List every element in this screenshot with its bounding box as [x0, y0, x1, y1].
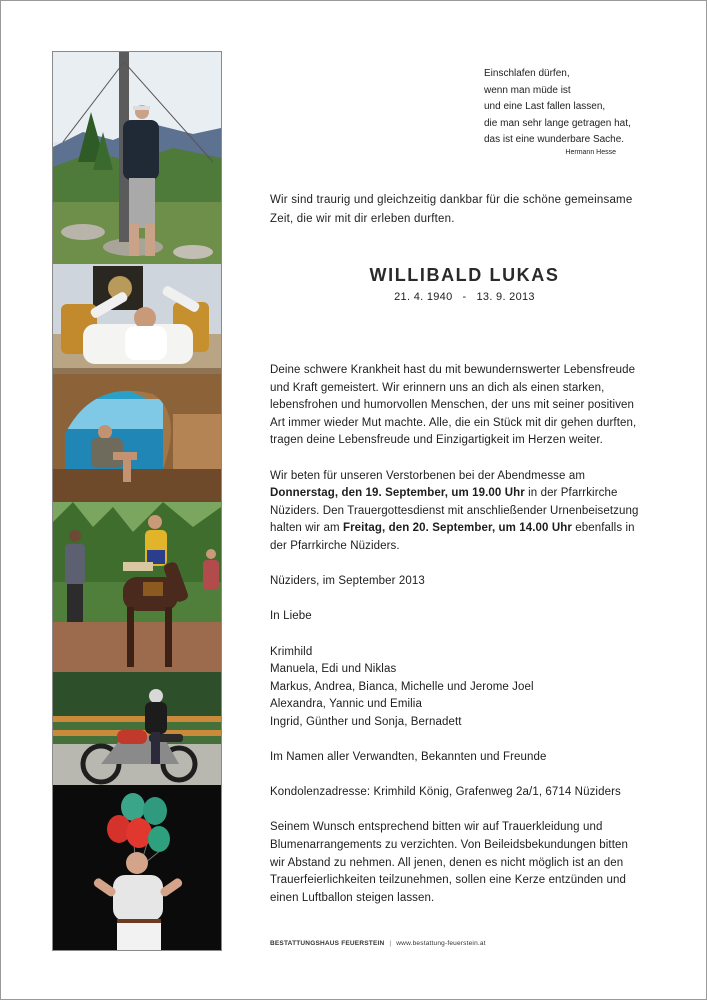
photo-horse-ride: [53, 502, 221, 672]
photo-balloons: [53, 785, 221, 950]
family-member: Markus, Andrea, Bianca, Michelle und Jerome Joel: [270, 680, 534, 693]
service-line: der Pfarrkirche Nüziders.: [270, 539, 400, 552]
footer-brand: BESTATTUNGSHAUS FEUERSTEIN: [270, 940, 385, 947]
intro-text: [270, 191, 670, 229]
family-member: Manuela, Edi und Niklas: [270, 663, 397, 676]
quote-line: und eine Last fallen lassen,: [484, 101, 606, 112]
quote-line: Einschlafen dürfen,: [484, 68, 570, 79]
date-separator: -: [462, 291, 467, 303]
quote-line: das ist eine wunderbare Sache.: [484, 134, 625, 145]
tribute-line: und Kraft gemeistert. Wir erinnern uns an dich als einen starken,: [270, 381, 605, 394]
tribute-line: Art immer wieder Mut machte. Alle, die ein Stück mit dir gehen durften,: [270, 416, 637, 429]
life-dates: [270, 291, 659, 303]
birth-date: 21. 4. 1940: [394, 291, 453, 303]
photo-bed: [53, 264, 221, 374]
deceased-name: WILLIBALD LUKAS: [369, 265, 560, 285]
tribute-line: Deine schwere Krankheit hast du mit bewundernswerter Lebensfreude: [270, 364, 636, 376]
condolence-address: Kondolenzadresse: Krimhild König, Grafenweg 2a/1, 6714 Nüziders: [270, 786, 621, 799]
mass-date: Donnerstag, den 19. September, um 19.00 Uhr: [270, 487, 525, 500]
photo-summit: [53, 52, 221, 264]
in-love: In Liebe: [270, 610, 312, 623]
footer-url: www.bestattung-feuerstein.at: [396, 940, 486, 947]
tribute-line: tragen deine Lebensfreude und Einzigartigkeit im Herzen weiter.: [270, 434, 603, 447]
wish-line: Trauerfeierlichkeiten teilzunehmen, sollen eine Kerze entzünden und: [270, 874, 626, 887]
wish-line: Blumenarrangements zu verzichten. Von Beileidsbekundungen bitten: [270, 839, 629, 852]
relatives-line: Im Namen aller Verwandten, Bekannten und Freunde: [270, 751, 547, 764]
family-member: Alexandra, Yannic und Emilia: [270, 698, 422, 711]
service-line: Donnerstag, den 19. September, um 19.00 Uhr in der Pfarrkirche: [270, 487, 618, 500]
photo-collage: [52, 51, 222, 951]
funeral-date: Freitag, den 20. September, um 14.00 Uhr: [342, 522, 572, 535]
obituary-body: [270, 362, 670, 907]
footer: [270, 940, 486, 947]
intro-line: Zeit, die wir mit dir erleben durften.: [270, 213, 455, 225]
service-line: Nüziders. Den Trauergottesdienst mit anschließender Urnenbeisetzung: [270, 504, 639, 517]
tribute-line: lebensfrohen und humorvollen Menschen, der uns mit seiner positiven: [270, 399, 635, 412]
quote-author: Hermann Hesse: [565, 148, 616, 156]
photo-motorcycle: [53, 672, 221, 785]
wish-line: einen Luftballon steigen lassen.: [270, 891, 435, 904]
wish-line: Seinem Wunsch entsprechend bitten wir auf Trauerkleidung und: [270, 821, 603, 834]
service-line: halten wir am Freitag, den 20. September, um 14.00 Uhr ebenfalls in: [270, 522, 635, 535]
family-member: Ingrid, Günther und Sonja, Bernadett: [270, 715, 462, 728]
intro-line: Wir sind traurig und gleichzeitig dankbar für die schöne gemeinsame: [270, 194, 633, 206]
quote-line: die man sehr lange getragen hat,: [484, 117, 631, 129]
quote-line: wenn man müde ist: [484, 84, 571, 96]
wish-line: wir Abstand zu nehmen. All jenen, denen es nicht möglich ist an den: [270, 856, 624, 869]
photo-sea-arch: [53, 374, 221, 502]
death-date: 13. 9. 2013: [476, 291, 535, 303]
place-date: Nüziders, im September 2013: [270, 575, 425, 588]
footer-divider: |: [389, 940, 392, 947]
hesse-quote: [484, 66, 684, 159]
service-line: Wir beten für unseren Verstorbenen bei der Abendmesse am: [270, 469, 585, 482]
family-member: Krimhild: [270, 645, 313, 658]
